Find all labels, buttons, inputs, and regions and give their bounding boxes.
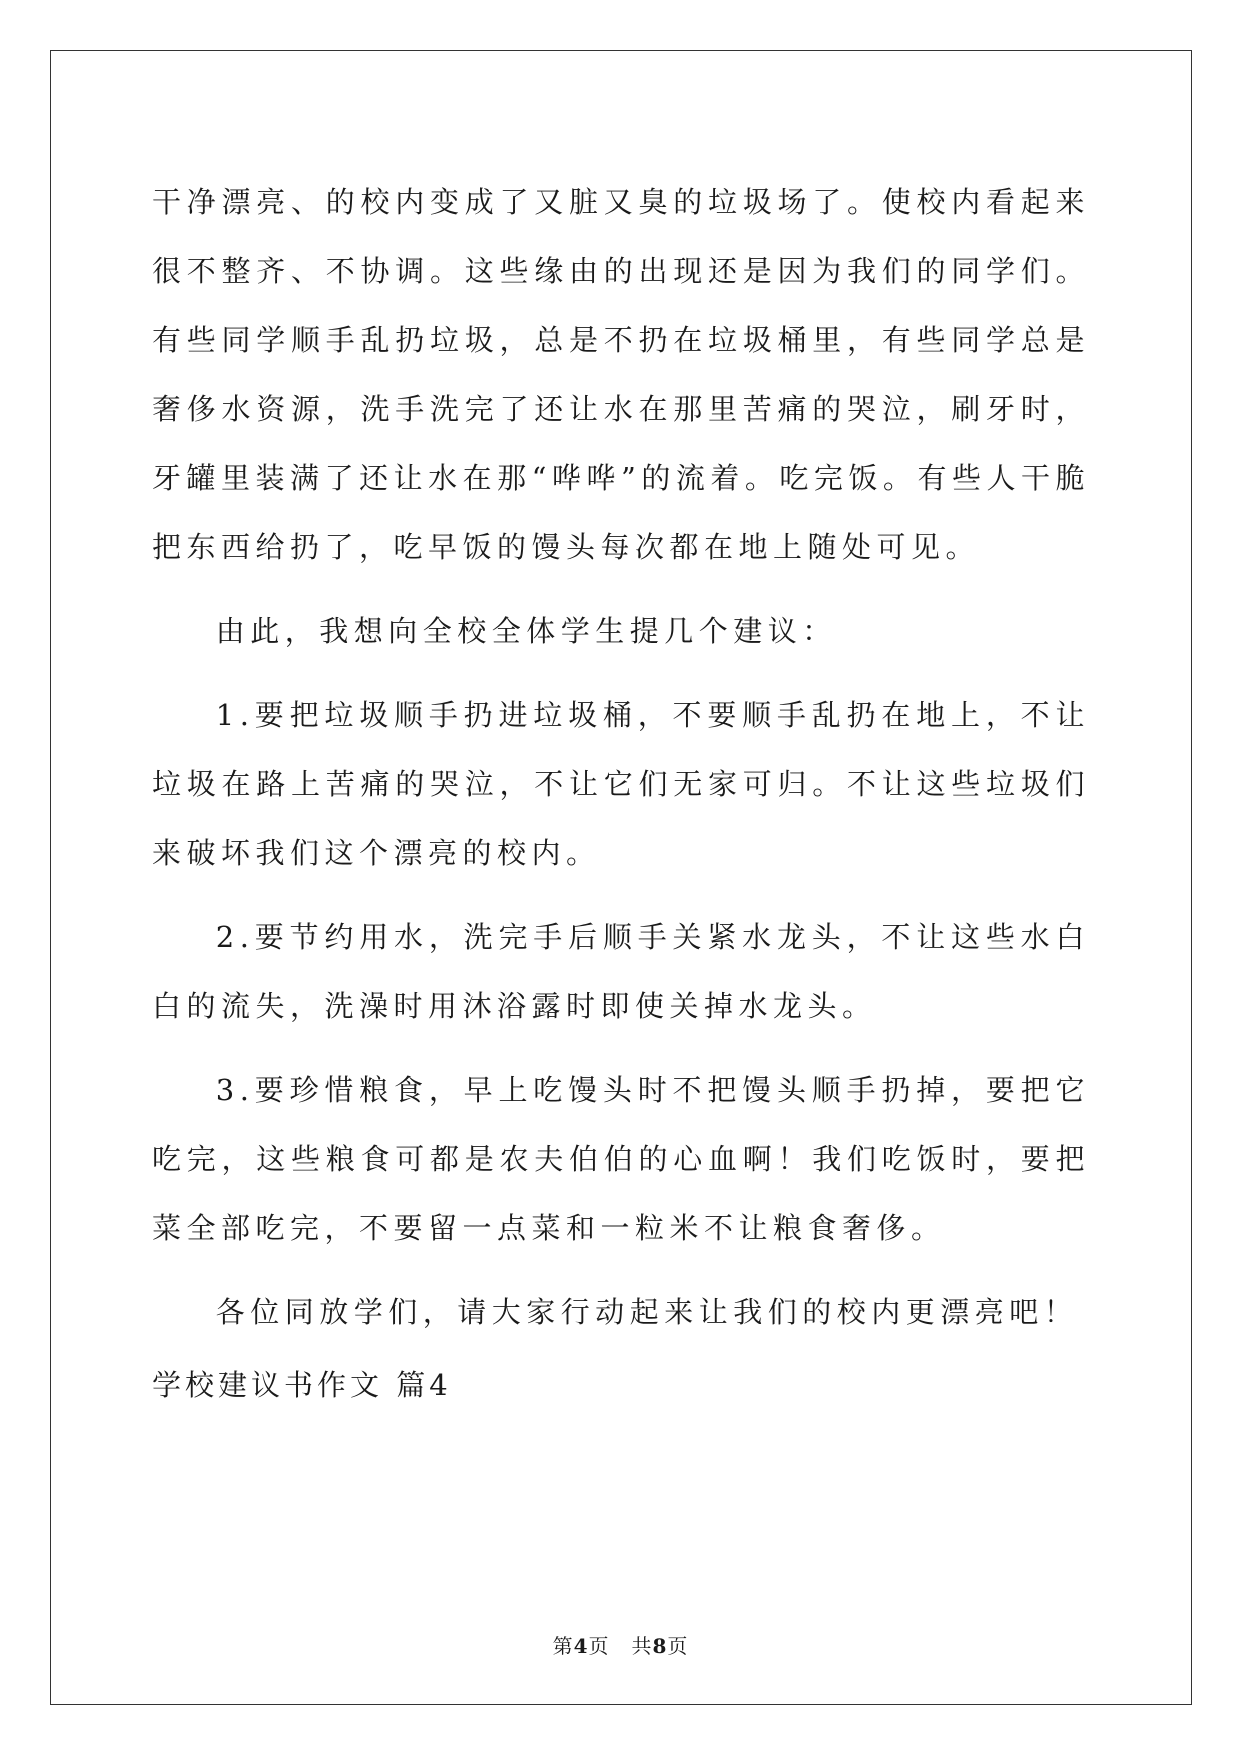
page-suffix: 页 — [588, 1634, 610, 1658]
paragraph-3: 1.要把垃圾顺手扔进垃圾桶，不要顺手乱扔在地上，不让垃圾在路上苦痛的哭泣，不让它们无家可归。不让这些垃圾们来破坏我们这个漂亮的校内。 — [152, 698, 1090, 870]
paragraph-4: 2.要节约用水，洗完手后顺手关紧水龙头，不让这些水白白的流失，洗澡时用沐浴露时即使关掉水龙头。 — [152, 920, 1090, 1023]
page-number: 4 — [573, 1634, 589, 1658]
total-prefix: 共 — [631, 1634, 653, 1658]
paragraph-1: 干净漂亮、的校内变成了又脏又臭的垃圾场了。使校内看起来很不整齐、不协调。这些缘由的出现还是因为我们的同学们。有些同学顺手乱扔垃圾，总是不扔在垃圾桶里，有些同学总是奢侈水资源，洗手洗完了还让水在那里苦痛的哭泣，刷牙时，牙罐里装满了还让水在那“哗哗”的流着。吃完饭。有些人干脆把东西给扔了，吃早饭的馒头每次都在地上随处可见。 — [152, 185, 1090, 564]
paragraph-2: 由此，我想向全校全体学生提几个建议： — [215, 614, 837, 648]
page-footer — [0, 1630, 1241, 1659]
total-pages: 8 — [652, 1634, 668, 1658]
total-suffix: 页 — [667, 1634, 689, 1658]
page-prefix: 第 — [552, 1634, 574, 1658]
paragraph-6: 各位同放学们，请大家行动起来让我们的校内更漂亮吧！ — [215, 1295, 1079, 1329]
section-heading: 学校建议书作文 篇4 — [152, 1368, 452, 1402]
paragraph-5: 3.要珍惜粮食，早上吃馒头时不把馒头顺手扔掉，要把它吃完，这些粮食可都是农夫伯伯的心血啊！我们吃饭时，要把菜全部吃完，不要留一点菜和一粒米不让粮食奢侈。 — [152, 1073, 1090, 1245]
document-body — [152, 168, 1090, 1418]
